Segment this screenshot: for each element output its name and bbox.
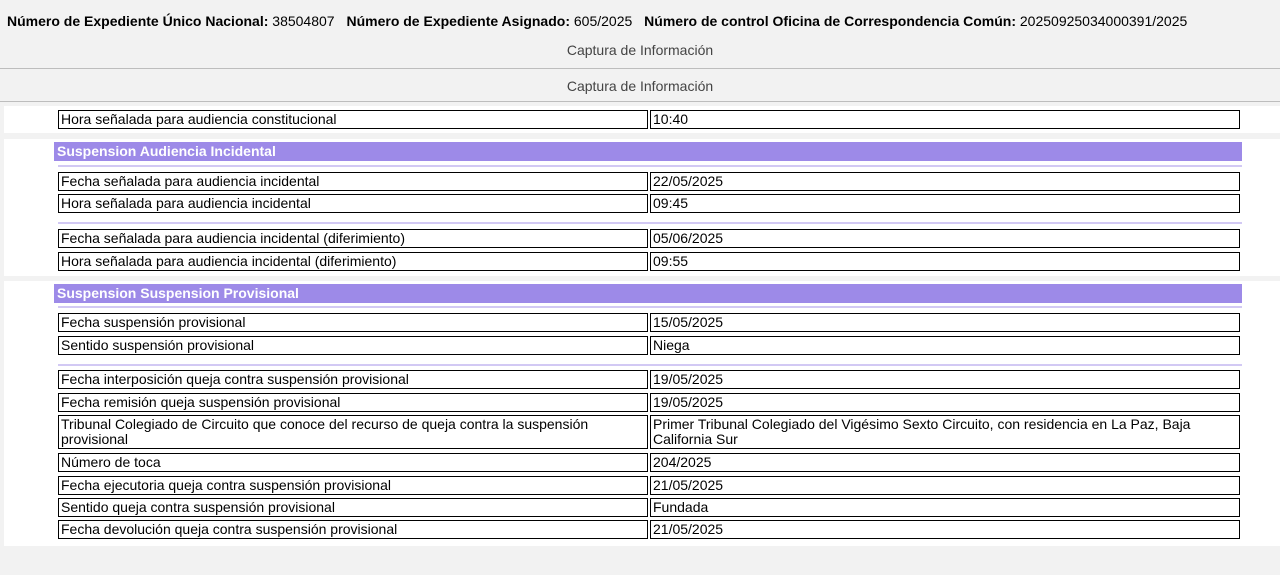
field-value[interactable]: 19/05/2025 — [650, 393, 1240, 412]
field-label: Fecha señalada para audiencia incidental (diferimiento) — [58, 229, 648, 248]
field-label: Hora señalada para audiencia incidental (diferimiento) — [58, 252, 648, 271]
field-row — [58, 370, 1242, 389]
field-value[interactable]: 09:55 — [650, 252, 1240, 271]
field-label: Tribunal Colegiado de Circuito que conoce del recurso de queja contra la suspensión provisional — [58, 415, 648, 449]
field-label: Sentido queja contra suspensión provisional — [58, 498, 648, 517]
field-label: Fecha remisión queja suspensión provisional — [58, 393, 648, 412]
field-value[interactable]: 204/2025 — [650, 453, 1240, 472]
field-row — [58, 453, 1242, 472]
control-value: 20250925034000391/2025 — [1019, 13, 1188, 29]
field-label: Fecha suspensión provisional — [58, 313, 648, 332]
field-row — [58, 336, 1242, 355]
control-label: Número de control Oficina de Correspondencia Común: — [644, 13, 1016, 29]
field-row — [58, 415, 1242, 449]
expediente-asignado-label: Número de Expediente Asignado: — [346, 13, 570, 29]
field-row — [58, 313, 1242, 332]
field-row — [58, 229, 1242, 248]
field-value[interactable]: 22/05/2025 — [650, 172, 1240, 191]
expediente-info — [7, 13, 1195, 29]
field-label: Fecha interposición queja contra suspensión provisional — [58, 370, 648, 389]
field-value[interactable]: 05/06/2025 — [650, 229, 1240, 248]
field-value[interactable]: Fundada — [650, 498, 1240, 517]
page-subtitle: Captura de Información — [566, 42, 714, 58]
field-label: Sentido suspensión provisional — [58, 336, 648, 355]
field-row — [58, 520, 1242, 539]
expediente-asignado-value: 605/2025 — [573, 13, 633, 29]
section-title-suspension-provisional: Suspension Suspension Provisional — [54, 284, 1242, 303]
field-row — [58, 476, 1242, 495]
separator — [58, 306, 1242, 308]
expediente-unico-label: Número de Expediente Único Nacional: — [7, 13, 269, 29]
field-row — [58, 172, 1242, 191]
field-row-hora-constitucional — [58, 110, 1242, 129]
field-value[interactable]: 09:45 — [650, 194, 1240, 213]
section-caption: Captura de Información — [566, 78, 714, 94]
header-bar — [0, 0, 1280, 69]
separator — [58, 165, 1242, 167]
field-value[interactable]: 15/05/2025 — [650, 313, 1240, 332]
expediente-unico-value: 38504807 — [272, 13, 335, 29]
field-row — [58, 498, 1242, 517]
field-value[interactable]: 10:40 — [650, 110, 1240, 129]
field-label: Número de toca — [58, 453, 648, 472]
field-value[interactable]: Niega — [650, 336, 1240, 355]
field-label: Fecha señalada para audiencia incidental — [58, 172, 648, 191]
field-value[interactable]: 19/05/2025 — [650, 370, 1240, 389]
separator — [58, 222, 1242, 224]
separator — [58, 364, 1242, 366]
field-value[interactable]: Primer Tribunal Colegiado del Vigésimo Sexto Circuito, con residencia en La Paz, Baja California Sur — [650, 415, 1240, 449]
field-label: Hora señalada para audiencia constitucional — [58, 110, 648, 129]
field-value[interactable]: 21/05/2025 — [650, 520, 1240, 539]
field-label: Fecha devolución queja contra suspensión provisional — [58, 520, 648, 539]
field-row — [58, 252, 1242, 271]
field-row — [58, 194, 1242, 213]
section-caption-bar — [0, 69, 1280, 101]
field-label: Fecha ejecutoria queja contra suspensión provisional — [58, 476, 648, 495]
field-value[interactable]: 21/05/2025 — [650, 476, 1240, 495]
field-label: Hora señalada para audiencia incidental — [58, 194, 648, 213]
divider — [0, 101, 1280, 102]
section-title-audiencia-incidental: Suspension Audiencia Incidental — [54, 142, 1242, 161]
field-row — [58, 393, 1242, 412]
